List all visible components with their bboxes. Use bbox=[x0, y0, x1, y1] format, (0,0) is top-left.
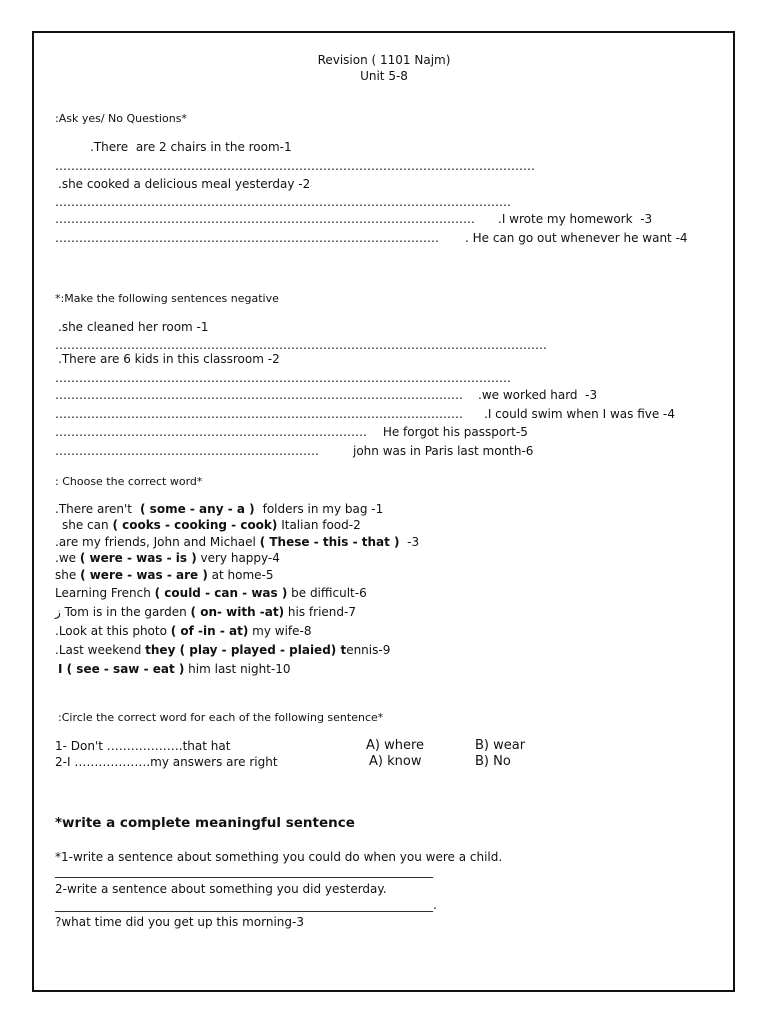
choose-item-6: Learning French ( could - can - was ) be difficult-6 bbox=[55, 586, 367, 600]
section2-q6: john was in Paris last month-6 bbox=[353, 444, 534, 458]
choose-item-4: .we ( were - was - is ) very happy-4 bbox=[55, 551, 280, 565]
worksheet-unit: Unit 5-8 bbox=[360, 69, 408, 83]
section3-heading: : Choose the correct word* bbox=[55, 475, 203, 488]
sentence-q3: ?what time did you get up this morning-3 bbox=[55, 915, 304, 929]
sentence-q2-answer-line: _______________________________________________________________. bbox=[55, 898, 437, 912]
sentence-q1: *1-write a sentence about something you could do when you were a child. bbox=[55, 850, 503, 864]
section2-q1-answer-line: …………………………………………………………………………………………………………… bbox=[55, 338, 547, 352]
section2-q4: .I could swim when I was five -4 bbox=[484, 407, 676, 421]
section2-q6-answer-line: ………………………………………………………… bbox=[55, 444, 319, 458]
sentence-q2: 2-write a sentence about something you did yesterday. bbox=[55, 882, 387, 896]
choose-item-5: she ( were - was - are ) at home-5 bbox=[55, 568, 274, 582]
choose-item-7: ز Tom is in the garden ( on- with -at) his friend-7 bbox=[55, 605, 356, 619]
section1-q4-answer-line: …………………………………………………………………………………… bbox=[55, 231, 439, 245]
section1-q1: .There are 2 chairs in the room-1 bbox=[90, 140, 292, 154]
section2-q2-answer-line: …………………………………………………………………………………………………… bbox=[55, 371, 511, 385]
choose-item-8: .Look at this photo ( of -in - at) my wife-8 bbox=[55, 624, 312, 638]
choose-item-9: .Last weekend they ( play - played - plaied) tennis-9 bbox=[55, 643, 391, 657]
section2-q2: .There are 6 kids in this classroom -2 bbox=[58, 352, 280, 366]
circle-q1-option-a: A) where bbox=[366, 738, 425, 753]
circle-q2-option-b: B) No bbox=[475, 754, 511, 769]
section1-q3: .I wrote my homework -3 bbox=[498, 212, 653, 226]
choose-item-10: I ( see - saw - eat ) him last night-10 bbox=[58, 662, 291, 676]
circle-q2-option-a: A) know bbox=[369, 754, 422, 769]
section4-heading: :Circle the correct word for each of the following sentence* bbox=[58, 711, 384, 724]
section2-q5: He forgot his passport-5 bbox=[379, 425, 528, 439]
choose-item-2: she can ( cooks - cooking - cook) Italian food-2 bbox=[62, 518, 361, 532]
section1-q2-answer-line: …………………………………………………………………………………………………… bbox=[55, 195, 511, 209]
section1-q2: .she cooked a delicious meal yesterday -2 bbox=[58, 177, 311, 191]
section2-q1: .she cleaned her room -1 bbox=[58, 320, 209, 334]
circle-q1: 1- Don't ……………….that hat bbox=[55, 739, 231, 753]
section2-q3-answer-line: ………………………………………………………………………………………… bbox=[55, 388, 463, 402]
circle-q2: 2-I ……………….my answers are right bbox=[55, 755, 278, 769]
circle-q1-option-b: B) wear bbox=[475, 738, 526, 753]
section1-q3-answer-line: …………………………………………………………………………………………… bbox=[55, 212, 475, 226]
choose-item-3: .are my friends, John and Michael ( These - this - that ) -3 bbox=[55, 535, 420, 549]
sentence-q1-answer-line: _______________________________________________________________ bbox=[55, 864, 433, 878]
section2-q4-answer-line: ………………………………………………………………………………………… bbox=[55, 407, 463, 421]
choose-item-1: .There aren't ( some - any - a ) folders in my bag -1 bbox=[55, 502, 384, 516]
section2-q3: .we worked hard -3 bbox=[478, 388, 598, 402]
section1-q4: . He can go out whenever he want -4 bbox=[465, 231, 688, 245]
section5-heading: *write a complete meaningful sentence bbox=[55, 815, 355, 831]
section1-heading: :Ask yes/ No Questions* bbox=[55, 112, 187, 125]
worksheet-title: Revision ( 1101 Najm) bbox=[317, 53, 451, 67]
section2-q5-answer-line: …………………………………………………………………… bbox=[55, 425, 367, 439]
section2-heading: *:Make the following sentences negative bbox=[55, 292, 279, 305]
section1-q1-answer-line: ………………………………………………………………………………………………………… bbox=[55, 159, 535, 173]
